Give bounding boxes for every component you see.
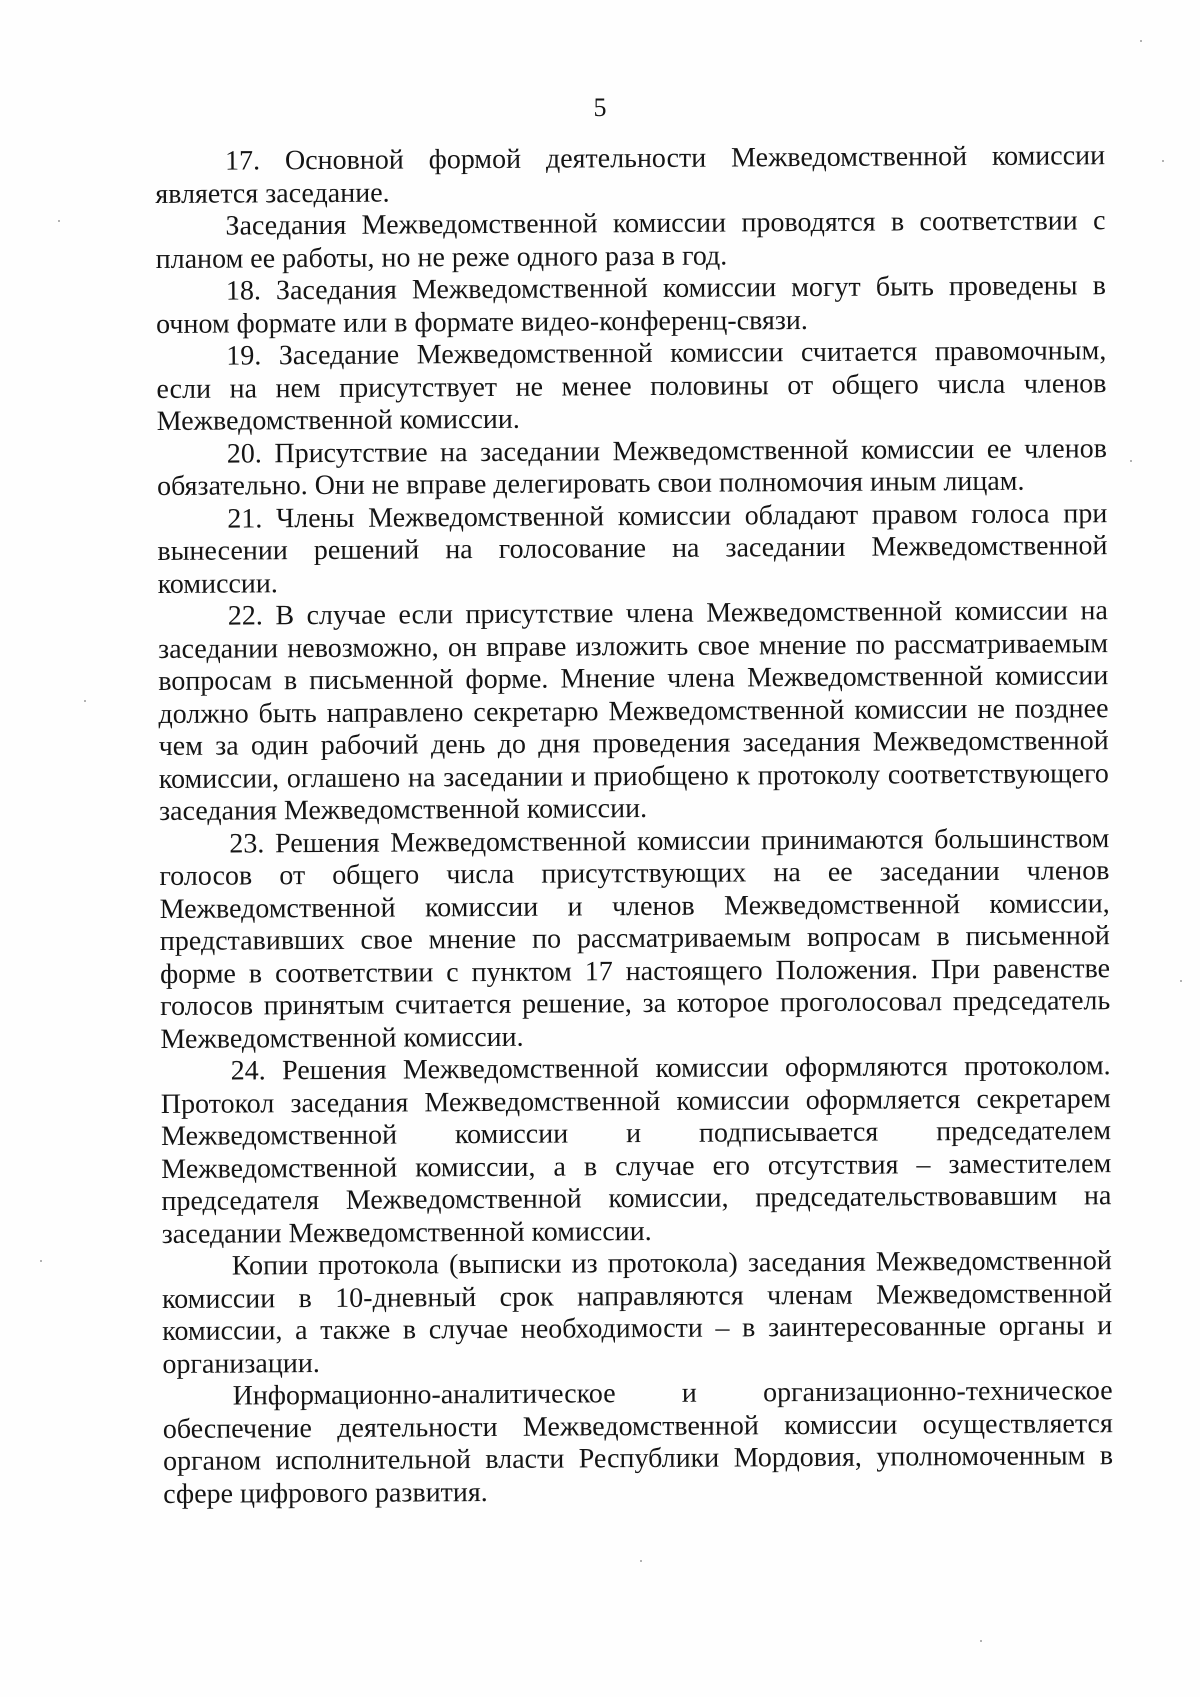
paragraph-17: 17. Основной формой деятельности Межведомственной комиссии является заседание. (155, 140, 1106, 210)
paragraph-23: 23. Решения Межведомственной комиссии принимаются большинством голосов от общего числа присутствующих на ее заседании членов Межведомственной комиссии и членов Межведомственной комиссии, представивших свое мнение по рассматриваемым вопросам в письменной форме в соответствии с пунктом 17 настоящего Положения. При равенстве голосов принятым считается решение, за которое проголосовал председатель Межведомственной комиссии. (159, 822, 1111, 1055)
paragraph-24-copies: Копии протокола (выписки из протокола) заседания Межведомственной комиссии в 10-дневный срок направляются членам Межведомственной комиссии, а также в случае необходимости – в заинтересованные органы и организации. (161, 1245, 1113, 1380)
paragraph-21: 21. Члены Межведомственной комиссии обладают правом голоса при вынесении решений на голосование на заседании Межведомственной комиссии. (157, 497, 1108, 600)
paragraph-24: 24. Решения Межведомственной комиссии оформляются протоколом. Протокол заседания Межведомственной комиссии оформляется секретарем Межведомственной комиссии и подписывается председателем Межведомственной комиссии, а в случае его отсутствия – заместителем председателя Межведомственной комиссии, председательствовавшим на заседании Межведомственной комиссии. (160, 1050, 1112, 1250)
scan-speck (58, 220, 60, 222)
paragraph-24-support: Информационно-аналитическое и организационно-техническое обеспечение деятельности Межведомственной комиссии осуществляется органом исполнительной власти Республики Мордовия, уполномоченным в сфере цифрового развития. (162, 1375, 1114, 1510)
paragraph-17-meetings: Заседания Межведомственной комиссии проводятся в соответствии с планом ее работы, но не реже одного раза в год. (155, 205, 1106, 275)
paragraph-20: 20. Присутствие на заседании Межведомственной комиссии ее членов обязательно. Они не вправе делегировать свои полномочия иным лицам. (156, 432, 1107, 502)
page-number: 5 (593, 93, 607, 122)
scan-speck (980, 1640, 982, 1642)
scan-speck (1162, 160, 1164, 162)
scan-speck (1180, 980, 1182, 982)
scan-speck (640, 1560, 642, 1562)
paragraph-19: 19. Заседание Межведомственной комиссии считается правомочным, если на нем присутствует не менее половины от общего числа членов Межведомственной комиссии. (156, 335, 1107, 437)
scan-speck (1140, 40, 1142, 42)
document-body (155, 140, 1113, 1511)
scan-speck (1130, 460, 1132, 462)
scan-speck (84, 700, 86, 702)
scan-speck (40, 1260, 42, 1262)
paragraph-22: 22. В случае если присутствие члена Межведомственной комиссии на заседании невозможно, он вправе изложить свое мнение по рассматриваемым вопросам в письменной форме. Мнение члена Межведомственной комиссии должно быть направлено секретарю Межведомственной комиссии не позднее чем за один рабочий день до дня проведения заседания Межведомственной комиссии, оглашено на заседании и приобщено к протоколу соответствующего заседания Межведомственной комиссии. (157, 595, 1109, 827)
paragraph-18: 18. Заседания Межведомственной комиссии могут быть проведены в очном формате или в формате видео-конференц-связи. (155, 270, 1106, 340)
